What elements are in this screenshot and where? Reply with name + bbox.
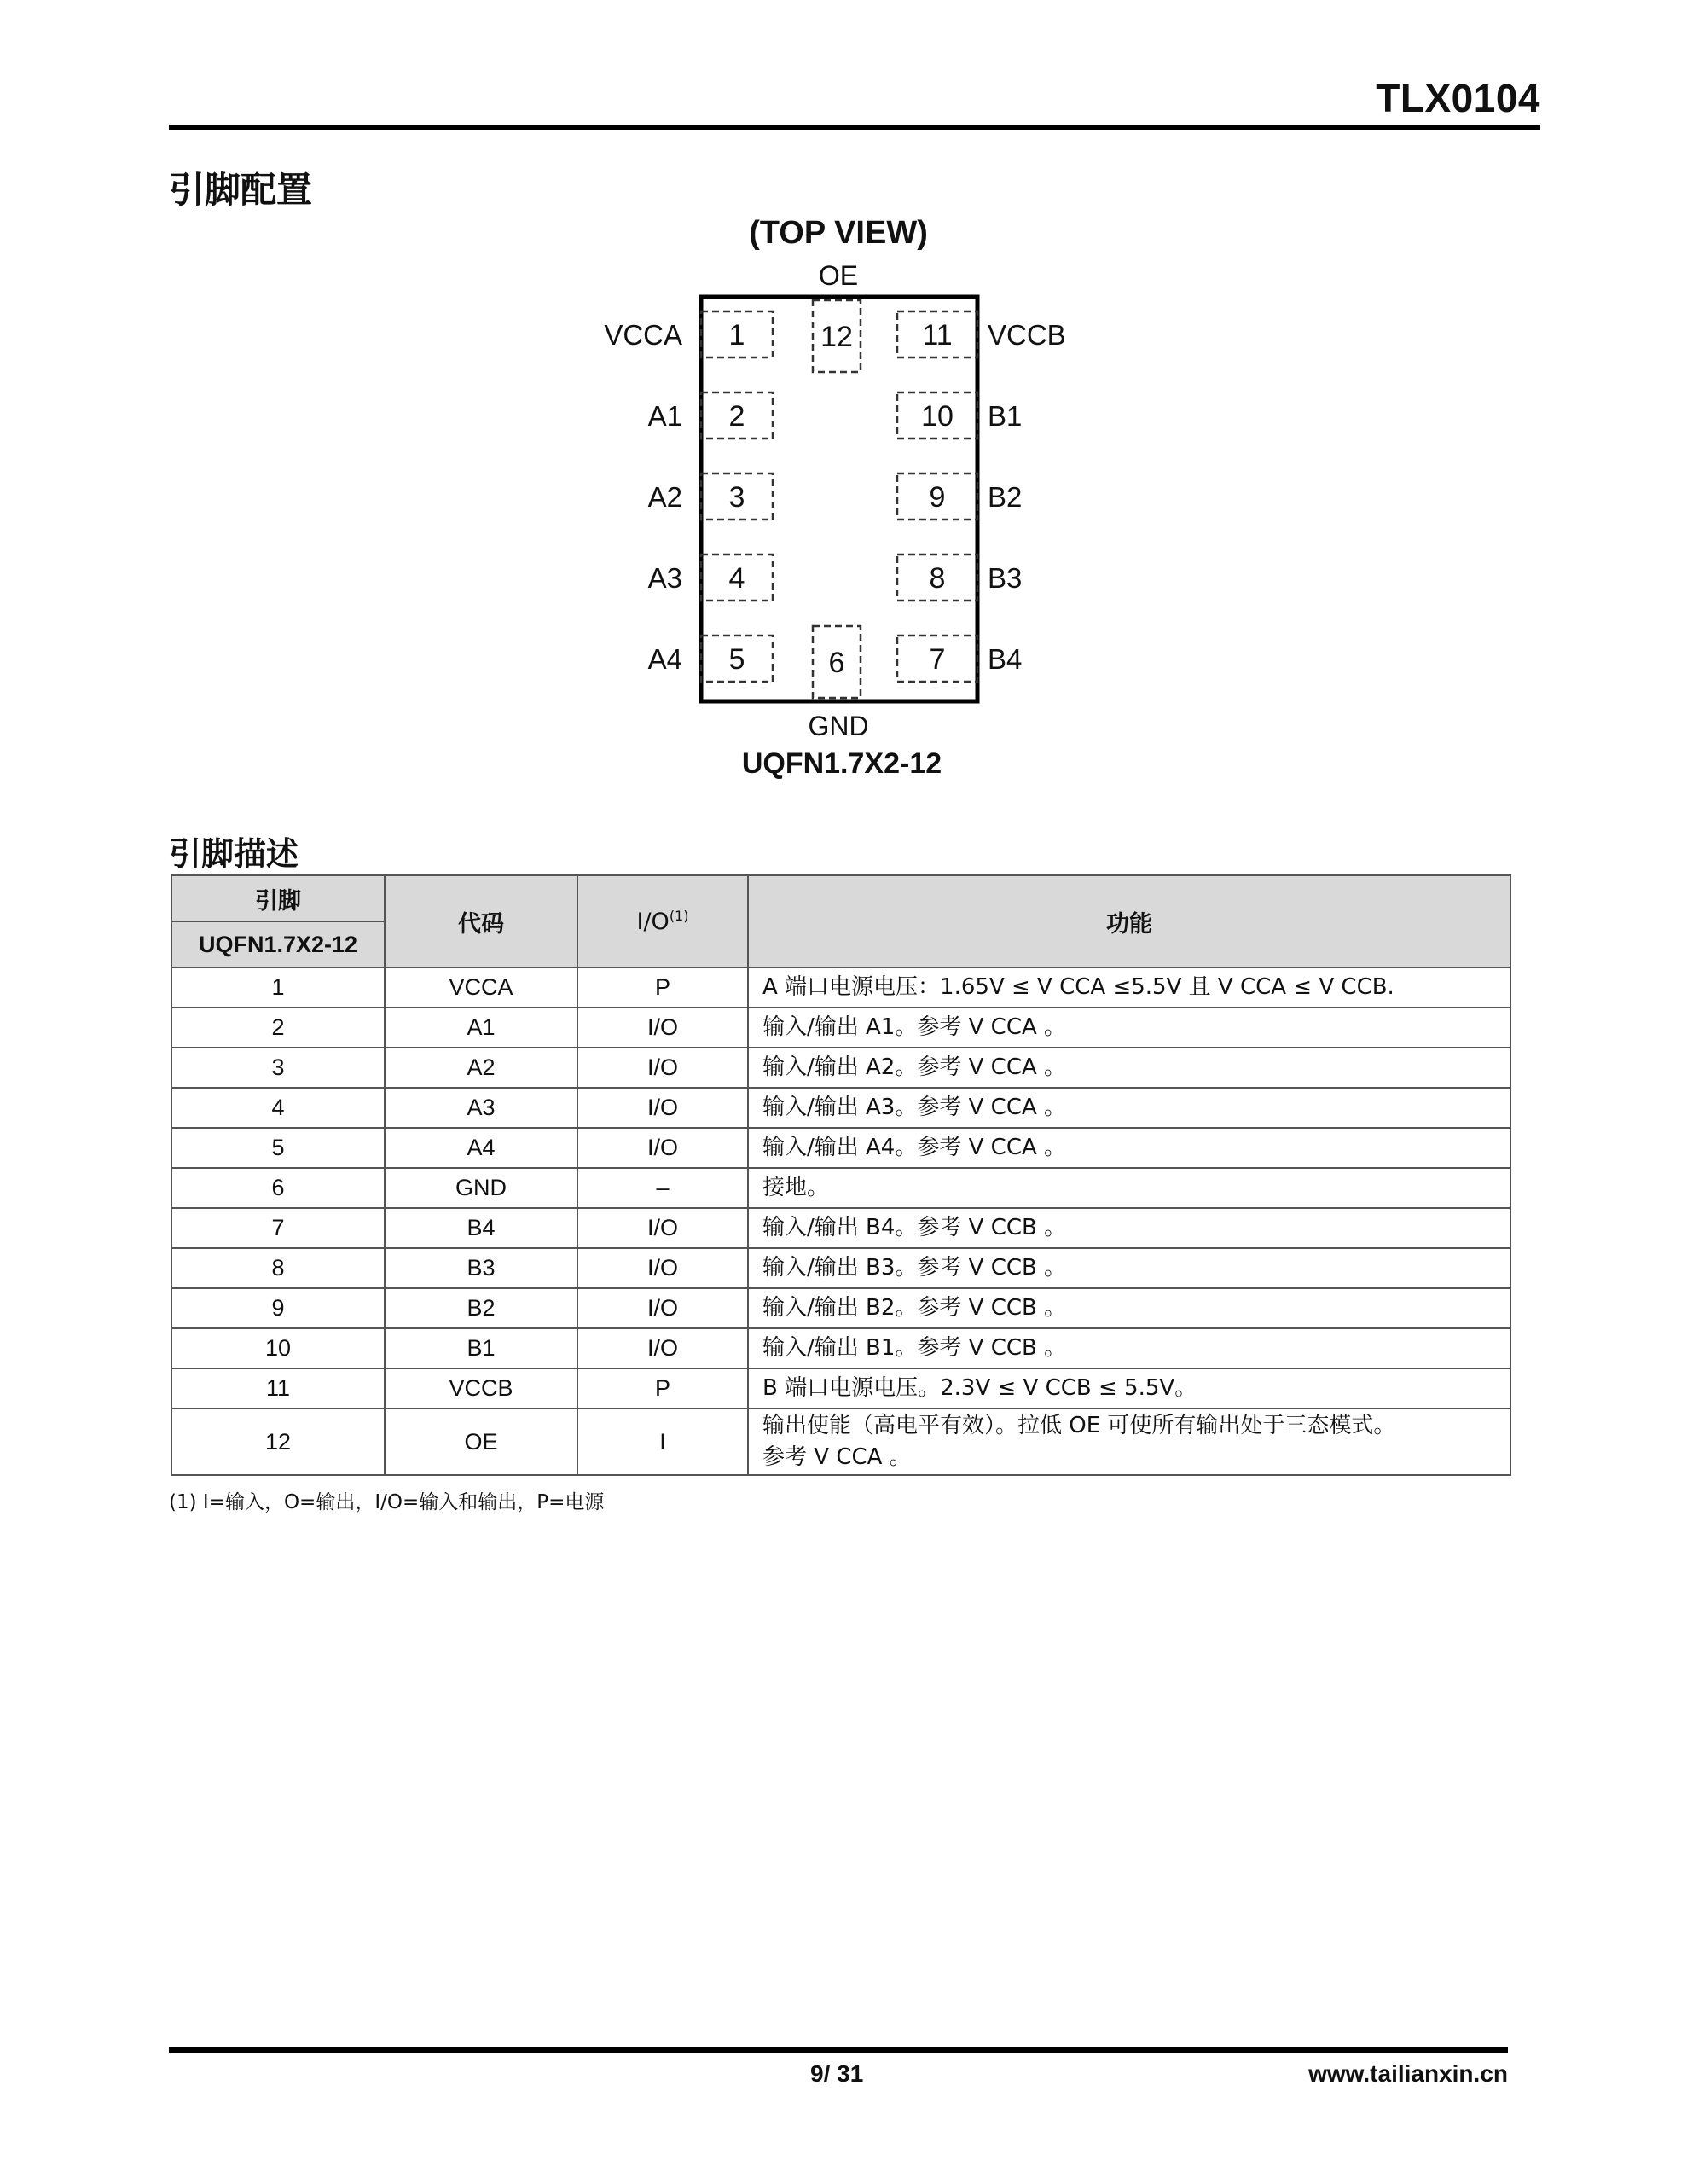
table-row bbox=[171, 1128, 1510, 1168]
cell-code-text: B1 bbox=[467, 1335, 496, 1361]
cell-code-text: B2 bbox=[467, 1295, 496, 1321]
pin-pad-top-number: 12 bbox=[820, 321, 853, 353]
cell-io-text: P bbox=[654, 974, 670, 1000]
pin-pad-bottom-number: 6 bbox=[828, 647, 845, 679]
cell-pin bbox=[171, 1288, 385, 1328]
cell-pin bbox=[171, 1409, 385, 1475]
cell-io-text: I/O bbox=[646, 1014, 678, 1040]
cell-function-text: 输入/输出 A2。参考 V CCA 。 bbox=[762, 1054, 1067, 1080]
cell-code-text: A4 bbox=[467, 1135, 496, 1160]
cell-function-line2: 参考 V CCA 。 bbox=[762, 1444, 912, 1470]
cell-code bbox=[385, 1168, 577, 1208]
document-title: TLX0104 bbox=[1376, 76, 1540, 120]
cell-function bbox=[748, 1328, 1510, 1368]
table-row bbox=[171, 1409, 1510, 1475]
cell-code-text: A1 bbox=[467, 1014, 496, 1040]
cell-io-text: I/O bbox=[646, 1255, 678, 1281]
cell-function-text: 输入/输出 B2。参考 V CCB 。 bbox=[762, 1295, 1067, 1321]
cell-code bbox=[385, 1088, 577, 1128]
cell-function-text: 输入/输出 A4。参考 V CCA 。 bbox=[762, 1135, 1067, 1160]
pin-pad-right-number: 7 bbox=[929, 643, 946, 676]
pin-pad-right-number: 10 bbox=[921, 400, 954, 433]
table-row bbox=[171, 1368, 1510, 1409]
pin-description-table bbox=[171, 874, 1511, 1476]
cell-code bbox=[385, 1048, 577, 1088]
cell-pin-text: 2 bbox=[271, 1014, 285, 1040]
cell-io-text: I/O bbox=[646, 1215, 678, 1240]
cell-pin bbox=[171, 1048, 385, 1088]
pin-label-left: VCCA bbox=[604, 319, 682, 351]
footnote: (1) I=输入，O=输出，I/O=输入和输出，P=电源 bbox=[169, 1491, 605, 1513]
cell-pin-text: 1 bbox=[271, 974, 285, 1000]
cell-pin bbox=[171, 1208, 385, 1248]
table-row bbox=[171, 967, 1510, 1008]
table-row bbox=[171, 1208, 1510, 1248]
cell-function bbox=[748, 1368, 1510, 1409]
cell-function bbox=[748, 1088, 1510, 1128]
pin-label-right: VCCB bbox=[988, 319, 1066, 351]
cell-pin-text: 7 bbox=[271, 1215, 285, 1240]
cell-pin bbox=[171, 1008, 385, 1048]
cell-function-text: 输入/输出 B1。参考 V CCB 。 bbox=[762, 1335, 1067, 1361]
cell-io bbox=[577, 1248, 748, 1288]
cell-code-text: GND bbox=[455, 1175, 507, 1200]
pin-pad-left-number: 1 bbox=[728, 319, 745, 351]
table-row bbox=[171, 1048, 1510, 1088]
cell-io-text: – bbox=[656, 1175, 670, 1200]
pin-label-left: A4 bbox=[647, 643, 682, 675]
cell-pin-text: 11 bbox=[265, 1375, 291, 1401]
cell-io-text: I/O bbox=[646, 1295, 678, 1321]
cell-function bbox=[748, 1168, 1510, 1208]
pin-diagram bbox=[0, 0, 1687, 793]
pin-pad-left-number: 2 bbox=[728, 400, 745, 433]
website-url: www.tailianxin.cn bbox=[1308, 2060, 1508, 2087]
cell-io bbox=[577, 1008, 748, 1048]
cell-code-text: A3 bbox=[467, 1095, 496, 1120]
cell-code-text: OE bbox=[464, 1428, 498, 1455]
table-row bbox=[171, 1248, 1510, 1288]
cell-pin bbox=[171, 1168, 385, 1208]
cell-function bbox=[748, 967, 1510, 1008]
cell-function bbox=[748, 1128, 1510, 1168]
cell-code bbox=[385, 1248, 577, 1288]
pin-pad-right-number: 9 bbox=[929, 481, 946, 514]
cell-function bbox=[748, 1409, 1510, 1475]
cell-function bbox=[748, 1008, 1510, 1048]
cell-io-text: I bbox=[659, 1428, 666, 1455]
cell-pin bbox=[171, 1248, 385, 1288]
cell-function-text: 输入/输出 B3。参考 V CCB 。 bbox=[762, 1255, 1067, 1281]
cell-io bbox=[577, 1328, 748, 1368]
cell-pin-text: 6 bbox=[271, 1175, 285, 1200]
cell-code-text: A2 bbox=[467, 1054, 496, 1080]
pin-label-right: B2 bbox=[988, 481, 1023, 513]
cell-code-text: B4 bbox=[467, 1215, 496, 1240]
cell-function bbox=[748, 1248, 1510, 1288]
table-row bbox=[171, 1288, 1510, 1328]
cell-code bbox=[385, 1288, 577, 1328]
cell-io bbox=[577, 1048, 748, 1088]
diagram-gnd-label: GND bbox=[808, 711, 869, 741]
header-pin: 引脚 bbox=[171, 875, 385, 921]
cell-io bbox=[577, 1208, 748, 1248]
cell-function-text: 输出使能（高电平有效）。拉低 OE 可使所有输出处于三态模式。 bbox=[762, 1413, 1396, 1438]
diagram-package-label: UQFN1.7X2-12 bbox=[741, 747, 942, 780]
cell-code bbox=[385, 1409, 577, 1475]
cell-code bbox=[385, 1328, 577, 1368]
cell-function-text: B 端口电源电压。2.3V ≤ V CCB ≤ 5.5V。 bbox=[762, 1375, 1197, 1401]
cell-code-text: B3 bbox=[467, 1255, 496, 1281]
cell-function-text: 输入/输出 B4。参考 V CCB 。 bbox=[762, 1215, 1067, 1240]
cell-code bbox=[385, 1128, 577, 1168]
table-row bbox=[171, 1008, 1510, 1048]
cell-io bbox=[577, 967, 748, 1008]
pin-pad-right-number: 11 bbox=[922, 319, 953, 351]
cell-code bbox=[385, 1208, 577, 1248]
cell-code bbox=[385, 1368, 577, 1409]
cell-io-text: I/O bbox=[646, 1335, 678, 1361]
cell-code bbox=[385, 967, 577, 1008]
cell-pin bbox=[171, 1328, 385, 1368]
cell-pin bbox=[171, 1368, 385, 1409]
pin-label-right: B1 bbox=[988, 400, 1023, 432]
cell-io bbox=[577, 1168, 748, 1208]
cell-io bbox=[577, 1128, 748, 1168]
header-io-note: (1) bbox=[669, 908, 689, 924]
cell-pin-text: 12 bbox=[264, 1428, 292, 1455]
cell-code-text: VCCA bbox=[449, 974, 513, 1000]
cell-pin bbox=[171, 1128, 385, 1168]
pin-label-right: B3 bbox=[988, 562, 1023, 594]
cell-pin bbox=[171, 967, 385, 1008]
pin-pad-left-number: 3 bbox=[728, 481, 745, 514]
cell-io-text: I/O bbox=[646, 1054, 678, 1080]
cell-function bbox=[748, 1288, 1510, 1328]
diagram-oe-label: OE bbox=[818, 260, 859, 291]
cell-function-text: 输入/输出 A3。参考 V CCA 。 bbox=[762, 1095, 1067, 1120]
cell-io bbox=[577, 1368, 748, 1409]
cell-function bbox=[748, 1208, 1510, 1248]
table-row bbox=[171, 1088, 1510, 1128]
page-number: 9/ 31 bbox=[810, 2060, 864, 2087]
table-row bbox=[171, 1328, 1510, 1368]
section-title-pin-config: 引脚配置 bbox=[169, 169, 313, 211]
cell-function bbox=[748, 1048, 1510, 1088]
cell-pin-text: 4 bbox=[271, 1095, 285, 1120]
pin-label-left: A1 bbox=[647, 400, 682, 432]
cell-io-text: I/O bbox=[646, 1095, 678, 1120]
cell-pin bbox=[171, 1088, 385, 1128]
cell-io-text: P bbox=[654, 1375, 670, 1401]
cell-code bbox=[385, 1008, 577, 1048]
cell-function-text: A 端口电源电压：1.65V ≤ V CCA ≤5.5V 且 V CCA ≤ V CCB. bbox=[762, 974, 1394, 1000]
cell-io bbox=[577, 1409, 748, 1475]
header-io-label: I/O bbox=[636, 909, 670, 935]
header-io bbox=[577, 875, 748, 967]
cell-code-text: VCCB bbox=[449, 1375, 513, 1401]
cell-pin-text: 3 bbox=[271, 1054, 285, 1080]
table-row bbox=[171, 1168, 1510, 1208]
pin-pad-left-number: 4 bbox=[728, 562, 745, 595]
diagram-view-label: (TOP VIEW) bbox=[749, 215, 928, 251]
cell-function-text: 接地。 bbox=[762, 1175, 830, 1200]
footer-rule bbox=[169, 2048, 1508, 2053]
header-function: 功能 bbox=[748, 875, 1510, 967]
cell-io bbox=[577, 1088, 748, 1128]
cell-io bbox=[577, 1288, 748, 1328]
cell-pin-text: 5 bbox=[271, 1135, 285, 1160]
cell-io-text: I/O bbox=[646, 1135, 678, 1160]
pin-label-left: A3 bbox=[647, 562, 682, 594]
pin-label-right: B4 bbox=[988, 643, 1023, 675]
header-code: 代码 bbox=[385, 875, 577, 967]
cell-pin-text: 9 bbox=[271, 1295, 285, 1321]
pin-pad-left-number: 5 bbox=[728, 643, 745, 676]
cell-pin-text: 8 bbox=[271, 1255, 285, 1281]
pin-pad-right-number: 8 bbox=[929, 562, 946, 595]
header-package: UQFN1.7X2-12 bbox=[171, 921, 385, 967]
pin-label-left: A2 bbox=[647, 481, 682, 513]
section-title-pin-desc: 引脚描述 bbox=[169, 835, 299, 873]
cell-function-text: 输入/输出 A1。参考 V CCA 。 bbox=[762, 1014, 1067, 1040]
cell-pin-text: 10 bbox=[264, 1335, 292, 1361]
